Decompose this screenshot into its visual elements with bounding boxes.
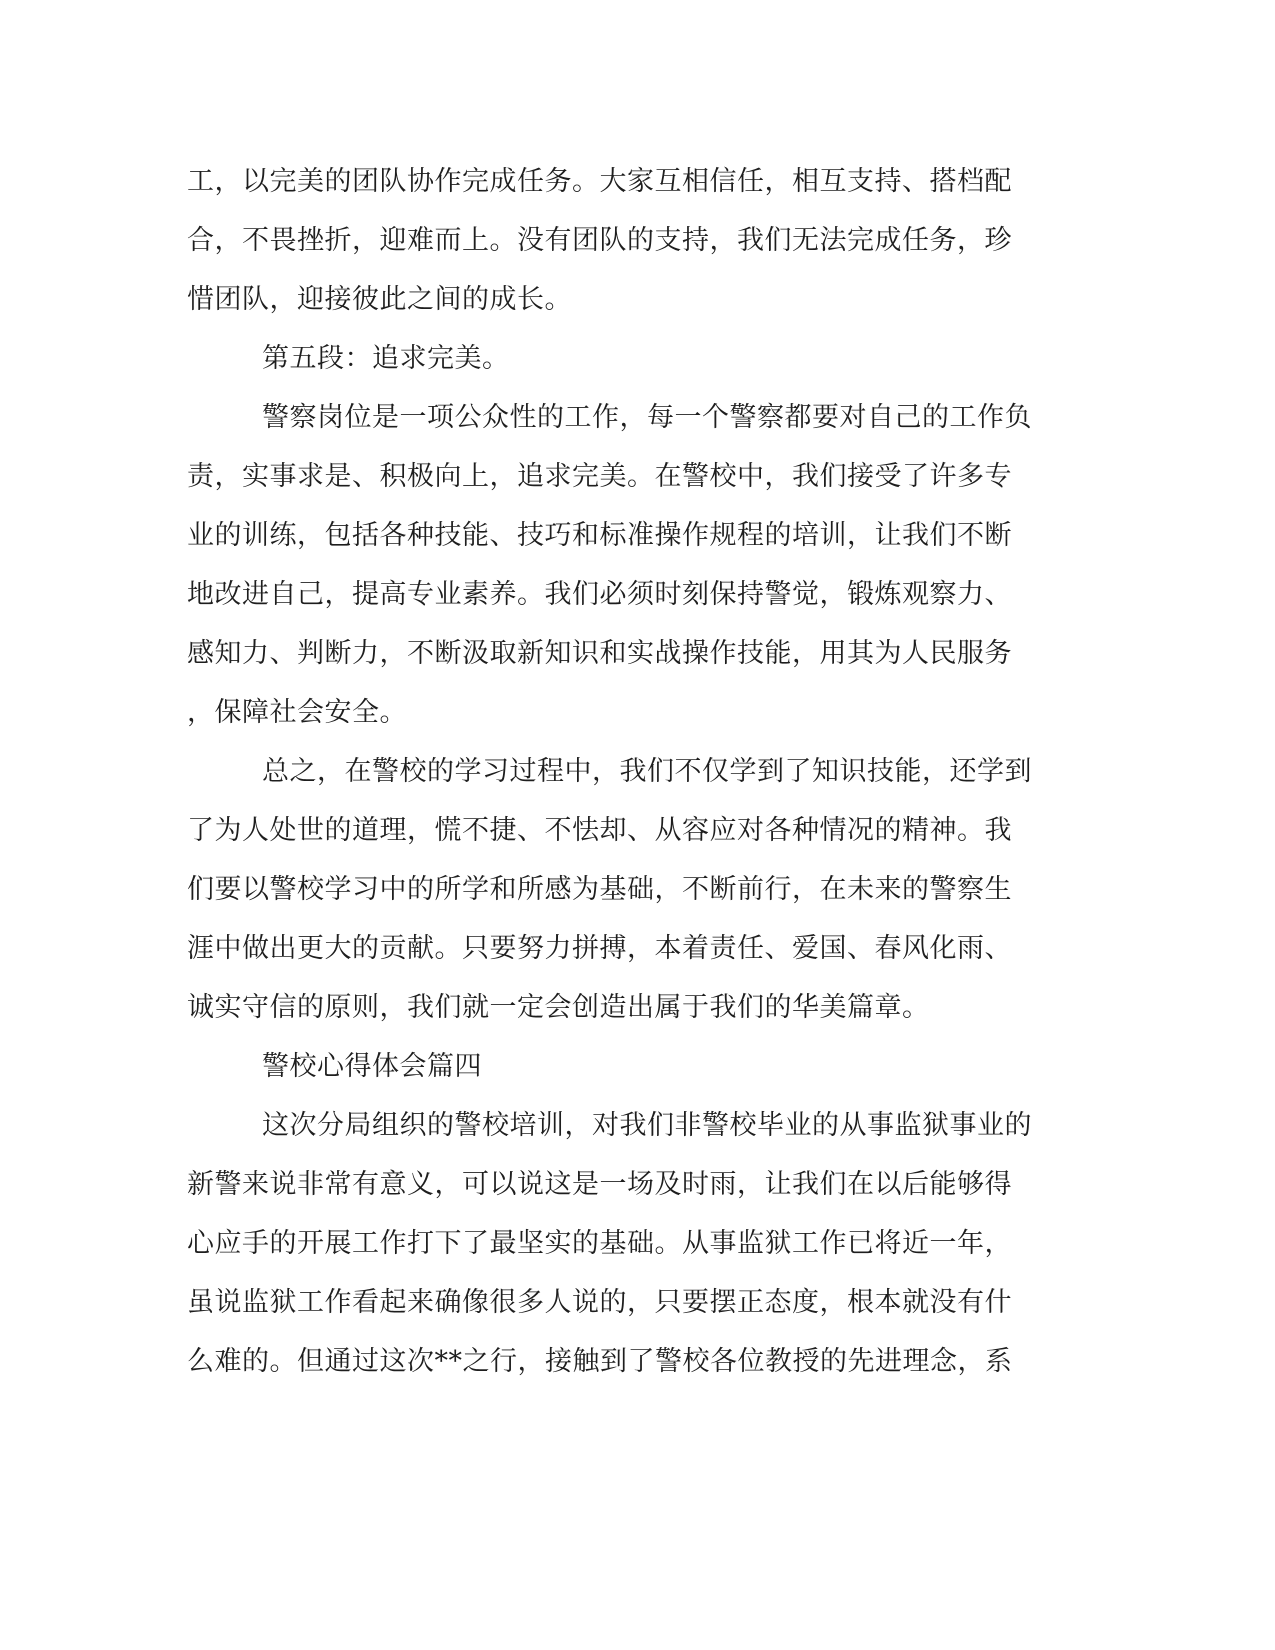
body-text-line: 地改进自己，提高专业素养。我们必须时刻保持警觉，锻炼观察力、	[187, 579, 1012, 610]
body-text-line: ，保障社会安全。	[187, 697, 407, 728]
body-text-line: 感知力、判断力，不断汲取新知识和实战操作技能，用其为人民服务	[187, 638, 1012, 669]
body-text-line: 们要以警校学习中的所学和所感为基础，不断前行，在未来的警察生	[187, 874, 1012, 905]
body-text-line: 这次分局组织的警校培训，对我们非警校毕业的从事监狱事业的	[262, 1110, 1032, 1141]
body-text-line: 心应手的开展工作打下了最坚实的基础。从事监狱工作已将近一年，	[187, 1228, 1012, 1259]
body-text-line: 惜团队，迎接彼此之间的成长。	[187, 284, 572, 315]
body-text-line: 合，不畏挫折，迎难而上。没有团队的支持，我们无法完成任务，珍	[187, 225, 1012, 256]
body-text-line: 工，以完美的团队协作完成任务。大家互相信任，相互支持、搭档配	[187, 166, 1012, 197]
body-text-line: 么难的。但通过这次**之行，接触到了警校各位教授的先进理念，系	[187, 1346, 1013, 1377]
body-text-line: 诚实守信的原则，我们就一定会创造出属于我们的华美篇章。	[187, 992, 930, 1023]
body-text-line: 了为人处世的道理，慌不捷、不怯却、从容应对各种情况的精神。我	[187, 815, 1012, 846]
body-text-line: 新警来说非常有意义，可以说这是一场及时雨，让我们在以后能够得	[187, 1169, 1012, 1200]
body-text-line: 责，实事求是、积极向上，追求完美。在警校中，我们接受了许多专	[187, 461, 1012, 492]
body-text-line: 业的训练，包括各种技能、技巧和标准操作规程的培训，让我们不断	[187, 520, 1012, 551]
body-text-line: 涯中做出更大的贡献。只要努力拼搏，本着责任、爱国、春风化雨、	[187, 933, 1012, 964]
body-text-line: 总之，在警校的学习过程中，我们不仅学到了知识技能，还学到	[262, 756, 1032, 787]
body-text-line: 虽说监狱工作看起来确像很多人说的，只要摆正态度，根本就没有什	[187, 1287, 1012, 1318]
section-heading: 警校心得体会篇四	[262, 1051, 482, 1082]
section-heading: 第五段：追求完美。	[262, 343, 510, 374]
body-text-line: 警察岗位是一项公众性的工作，每一个警察都要对自己的工作负	[262, 402, 1032, 433]
